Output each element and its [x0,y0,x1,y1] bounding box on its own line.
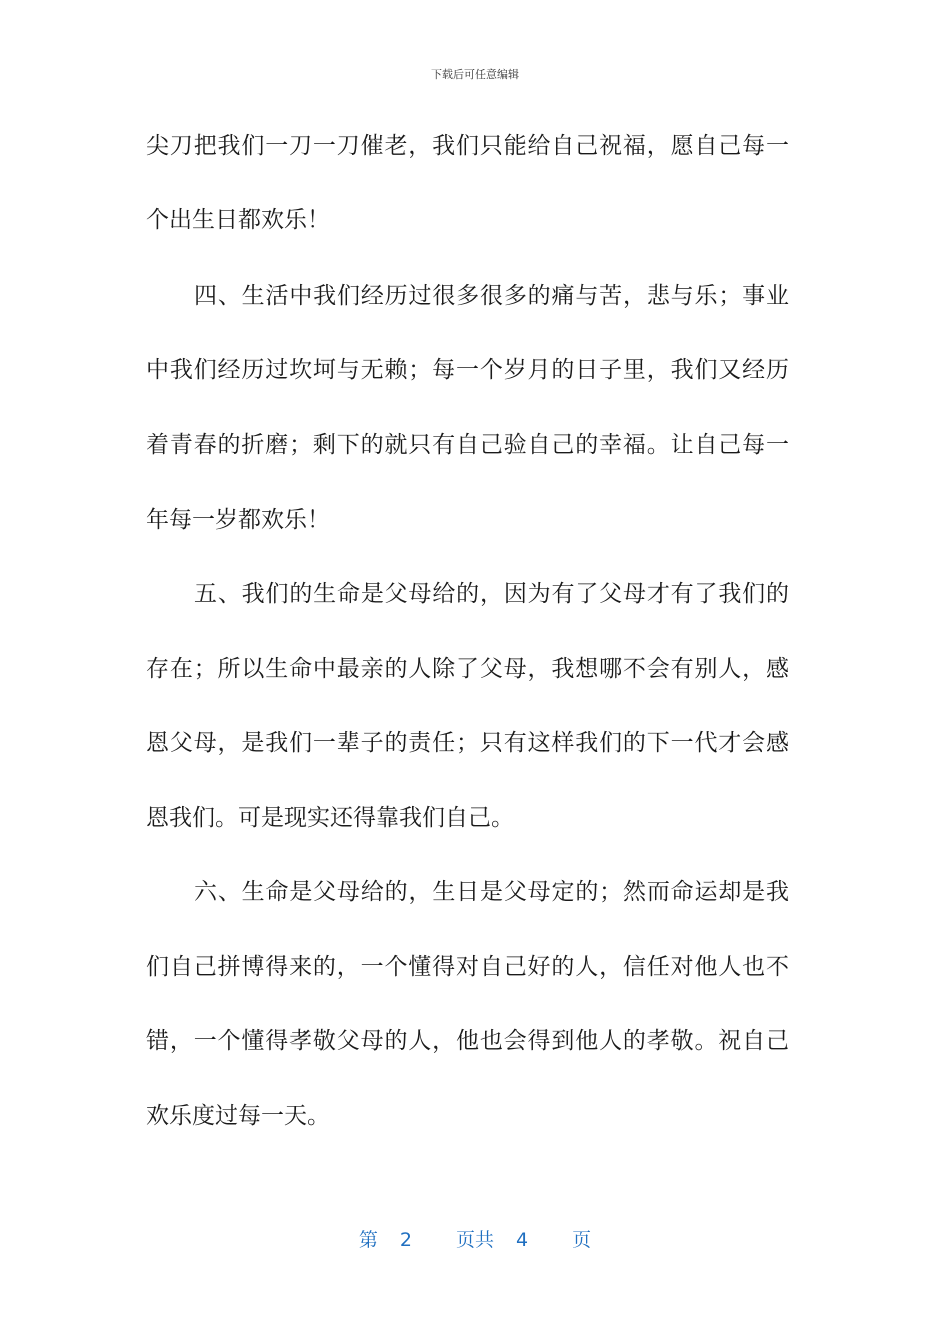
paragraph-1-line-1: 尖刀把我们一刀一刀催老，我们只能给自己祝福，愿自己每一 [146,133,789,159]
footer-middle: 页共 [455,1229,494,1251]
footer-prefix: 第 [358,1229,378,1251]
footer-suffix: 页 [572,1229,592,1251]
header-note: 下载后可任意编辑 [431,68,519,81]
footer-page-number: 2 [399,1229,412,1251]
paragraph-3-line-1: 五、我们的生命是父母给的，因为有了父母才有了我们的 [194,581,789,607]
paragraph-4-line-2: 们自己拼博得来的，一个懂得对自己好的人，信任对他人也不 [146,954,789,980]
paragraph-4-line-4: 欢乐度过每一天。 [146,1103,330,1129]
paragraph-2-line-2: 中我们经历过坎坷与无赖；每一个岁月的日子里，我们又经历 [146,357,789,383]
paragraph-3-line-4: 恩我们。可是现实还得靠我们自己。 [146,805,514,831]
paragraph-2-line-4: 年每一岁都欢乐！ [146,507,330,533]
paragraph-3-line-3: 恩父母，是我们一辈子的责任；只有这样我们的下一代才会感 [146,730,789,756]
paragraph-2-line-1: 四、生活中我们经历过很多很多的痛与苦，悲与乐；事业 [194,283,789,309]
page-footer [0,1225,950,1252]
paragraph-2-line-3: 着青春的折磨；剩下的就只有自己验自己的幸福。让自己每一 [146,432,789,458]
paragraph-4-line-1: 六、生命是父母给的，生日是父母定的；然而命运却是我 [194,879,789,905]
paragraph-3-line-2: 存在；所以生命中最亲的人除了父母，我想哪不会有别人，感 [146,656,789,682]
paragraph-1-line-2: 个出生日都欢乐！ [146,207,330,233]
footer-total-pages: 4 [516,1229,529,1251]
paragraph-4-line-3: 错，一个懂得孝敬父母的人，他也会得到他人的孝敬。祝自己 [146,1028,789,1054]
